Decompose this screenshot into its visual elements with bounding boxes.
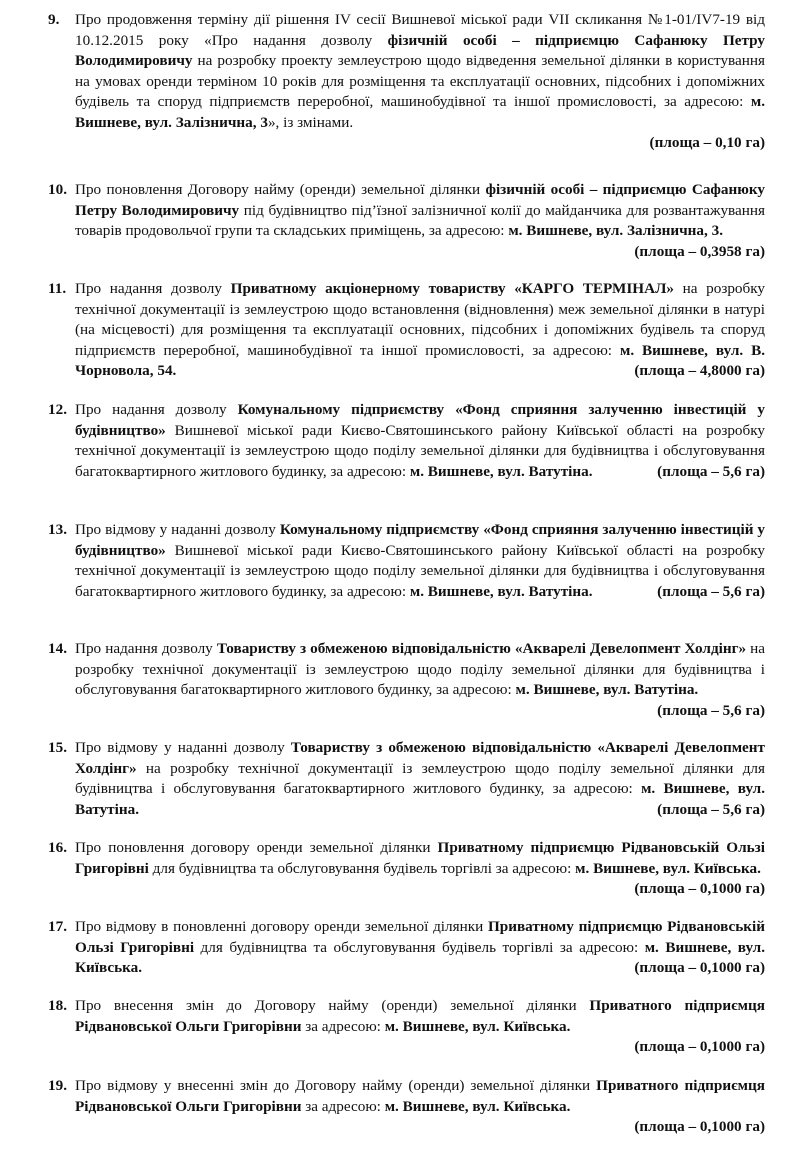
text-run: Про поновлення договору оренди земельної ділянки	[75, 839, 438, 856]
agenda-item-15	[48, 738, 765, 820]
text-run: на розробку технічної документації із землеустрою щодо встановлення (відновлення) меж земельної ділянки в натурі (на місцевості) для розміщення та експлуатації основних, підсобних і допоміжних будівель та споруд підприємств переробної, машинобудівної та іншої промисловості, за адресою:	[75, 280, 765, 359]
item-number: 19.	[48, 1077, 67, 1094]
item-area: (площа – 5,6 га)	[657, 701, 765, 719]
item-text	[75, 279, 765, 382]
bold-text-run: м. Вишневе, вул. Ватутіна.	[75, 780, 765, 818]
item-area: (площа – 0,1000 га)	[634, 1038, 765, 1055]
agenda-item-9	[48, 10, 765, 154]
bold-text-run: Приватному акціонерному товариству «КАРГО ТЕРМІНАЛ»	[230, 280, 674, 297]
bold-text-run: м. Вишневе, вул. Ватутіна.	[409, 462, 593, 480]
text-run: Про продовження терміну дії рішення IV сесії Вишневої міської ради VII скликання №1-01/IV7-19 від 10.12.2015 року «Про надання дозволу	[75, 11, 765, 49]
bold-text-run: Комунальному підприємству «Фонд сприяння залученню інвестицій у будівництво»	[75, 401, 765, 439]
text-run: для будівництва та обслуговування будівель торгівлі за адресою:	[148, 859, 576, 877]
text-run: Вишневої міської ради Києво-Святошинського району Київської області на розробку технічної документації із землеустрою щодо поділу земельної ділянки для будівництва і обслуговування багатоквартирного житлового будинку, за адресою:	[75, 541, 765, 600]
text-run: Про відмову у наданні дозволу	[75, 521, 280, 538]
text-run: Про відмову у внесенні змін до Договору найму (оренди) земельної ділянки	[75, 1077, 597, 1094]
text-run: за адресою:	[301, 1017, 385, 1035]
item-text	[75, 738, 765, 820]
text-run: для будівництва та обслуговування будівель торгівлі за адресою:	[194, 938, 645, 956]
item-text	[75, 10, 765, 133]
bold-text-run: Товариству з обмеженою відповідальністю «Акварелі Девелопмент Холдінг»	[216, 640, 747, 657]
agenda-item-14	[48, 639, 766, 721]
text-run: на розробку проекту землеустрою щодо відведення земельної ділянки в користування на умовах оренди терміном 10 років для розміщення та експлуатації основних, підсобних і допоміжних будівель та споруд підприємств переробної, машинобудівної та іншої промисловості, за адресою:	[75, 52, 765, 110]
item-text	[75, 639, 766, 719]
bold-text-run: м. Вишневе, вул. Ватутіна.	[515, 681, 699, 698]
text-run: Про надання дозволу	[75, 401, 238, 418]
bold-text-run: фізичній особі – підприємцю Сафанюку Петру Володимировичу	[75, 31, 765, 69]
item-number: 17.	[48, 918, 67, 935]
item-text	[75, 996, 765, 1037]
bold-text-run: фізичній особі – підприємцю Сафанюку Петру Володимировичу	[75, 181, 765, 219]
item-area: (площа – 4,8000 га)	[634, 362, 765, 379]
item-area: (площа – 5,6 га)	[657, 462, 765, 480]
item-text	[75, 180, 765, 260]
item-number: 15.	[48, 739, 67, 756]
item-number: 16.	[48, 839, 67, 856]
item-number: 14.	[48, 640, 67, 657]
item-number: 10.	[48, 181, 67, 198]
item-number: 12.	[48, 401, 67, 418]
item-area: (площа – 0,1000 га)	[634, 880, 765, 897]
bold-text-run: Приватному підприємцю Рідвановській Ользі Григорівні	[75, 839, 765, 877]
agenda-item-10	[48, 180, 765, 262]
item-text	[75, 400, 765, 482]
bold-text-run: м. Вишневе, вул. Київська.	[384, 1017, 571, 1035]
item-number: 11.	[48, 280, 67, 297]
agenda-item-12	[48, 400, 765, 482]
bold-text-run: м. Вишневе, вул. Київська.	[575, 859, 761, 877]
text-run: на розробку технічної документації із землеустрою щодо поділу земельної ділянки для будівництва і обслуговування багатоквартирного житлового будинку, за адресою:	[75, 759, 765, 797]
item-area: (площа – 5,6 га)	[657, 800, 765, 818]
text-run: Про внесення змін до Договору найму (оренди) земельної ділянки	[75, 997, 590, 1014]
bold-text-run: Приватному підприємцю Рідвановській Ользі Григорівні	[75, 918, 765, 956]
bold-text-run: м. Вишневе, вул. Ватутіна.	[409, 582, 593, 600]
item-number: 18.	[48, 997, 67, 1014]
text-run: Про поновлення Договору найму (оренди) земельної ділянки	[75, 181, 486, 198]
bold-text-run: м. Вишневе, вул. Київська.	[384, 1097, 571, 1115]
text-run: за адресою:	[301, 1097, 385, 1115]
text-run: на розробку технічної документації із землеустрою щодо поділу земельної ділянки для будівництва і обслуговування багатоквартирного житлового будинку, за адресою:	[75, 640, 766, 698]
item-area: (площа – 0,1000 га)	[634, 1118, 765, 1135]
text-run: », із змінами.	[267, 113, 354, 131]
item-area: (площа – 0,1000 га)	[634, 959, 765, 976]
bold-text-run: Приватного підприємця Рідвановської Ольги Григорівни	[75, 997, 765, 1035]
bold-text-run: Комунальному підприємству «Фонд сприяння залученню інвестицій у будівництво»	[75, 521, 765, 559]
bold-text-run: Товариству з обмеженою відповідальністю «Акварелі Девелопмент Холдінг»	[75, 739, 765, 777]
text-run: Про відмову в поновленні договору оренди земельної ділянки	[75, 918, 488, 935]
agenda-item-13	[48, 520, 765, 602]
text-run: Про відмову у наданні дозволу	[75, 739, 291, 756]
item-text	[75, 838, 765, 897]
item-area: (площа – 0,3958 га)	[634, 242, 765, 260]
text-run: Вишневої міської ради Києво-Святошинського району Київської області на розробку технічної документації із землеустрою щодо поділу земельної ділянки для будівництва і обслуговування багатоквартирного житлового будинку, за адресою:	[75, 421, 765, 480]
agenda-item-16	[48, 838, 765, 900]
bold-text-run: м. Вишневе, вул. Залізнична, 3.	[508, 222, 723, 239]
item-number: 9.	[48, 11, 60, 28]
bold-text-run: м. Вишневе, вул. В. Чорновола, 54.	[75, 341, 766, 379]
agenda-item-11	[48, 279, 766, 382]
item-area: (площа – 5,6 га)	[657, 582, 765, 600]
text-run: Про надання дозволу	[75, 280, 231, 297]
item-text	[75, 917, 765, 979]
bold-text-run: м. Вишневе, вул. Залізнична, 3	[75, 93, 765, 131]
item-area: (площа – 0,10 га)	[649, 134, 765, 151]
agenda-item-19	[48, 1076, 765, 1138]
bold-text-run: м. Вишневе, вул. Київська.	[75, 938, 765, 976]
item-number: 13.	[48, 521, 67, 538]
item-text	[75, 520, 765, 602]
item-text	[75, 1076, 765, 1117]
bold-text-run: Приватного підприємця Рідвановської Ольги Григорівни	[75, 1077, 765, 1115]
agenda-item-17	[48, 917, 765, 979]
agenda-item-18	[48, 996, 765, 1058]
text-run: під будівництво під’їзної залізничної колії до майданчика для розвантажування товарів продовольчої групи та складських приміщень, за адресою:	[75, 201, 765, 239]
text-run: Про надання дозволу	[75, 640, 217, 657]
